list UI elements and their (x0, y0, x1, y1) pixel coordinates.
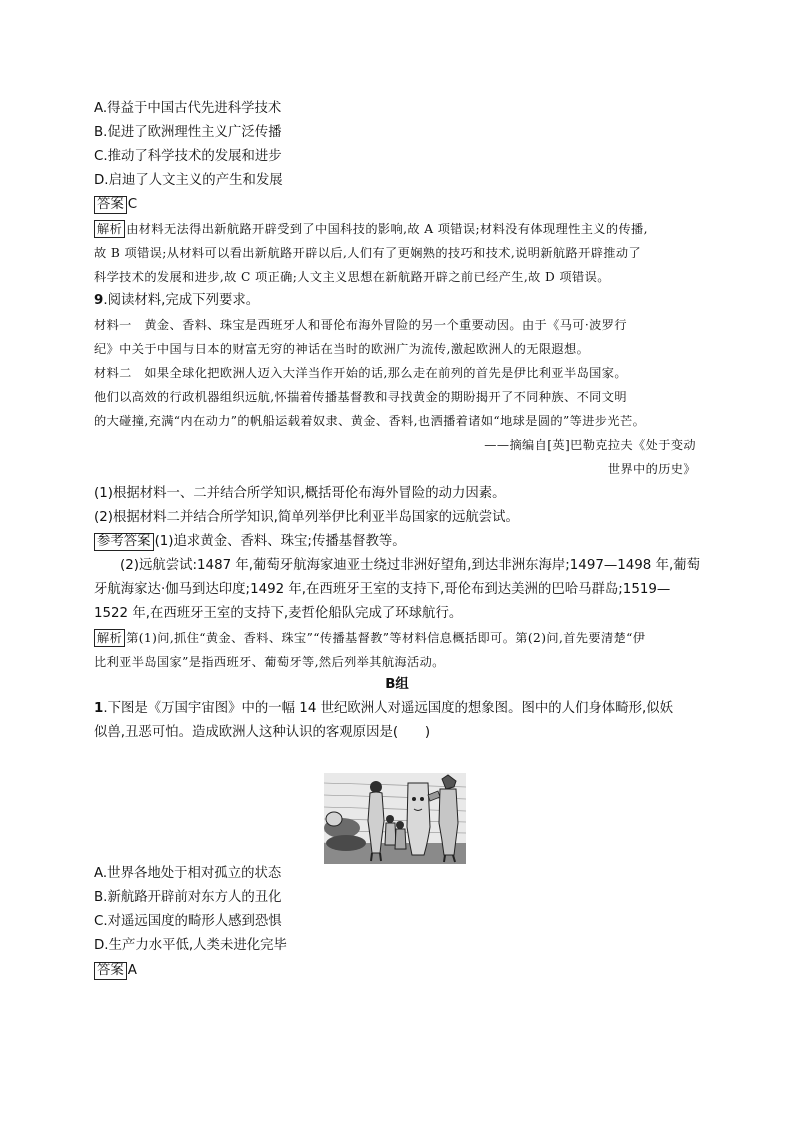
question-text: .阅读材料,完成下列要求。 (103, 293, 260, 308)
requirement-1: (1)根据材料一、二并结合所学知识,概括哥伦布海外冒险的动力因素。 (94, 486, 506, 501)
material-line: 他们以高效的行政机器组织远航,怀揣着传播基督教和寻找黄金的期盼揭开了不同种族、不同文明 (94, 390, 627, 404)
option-a: A.得益于中国古代先进科学技术 (94, 101, 282, 116)
requirement-2: (2)根据材料二并结合所学知识,简单列举伊比利亚半岛国家的远航尝试。 (94, 510, 519, 525)
analysis-line: 科学技术的发展和进步,故 C 项正确;人文主义思想在新航路开辟之前已经产生,故 D 项错误。 (94, 270, 610, 284)
answer-tag: 答案 (94, 196, 127, 214)
option-c: C.推动了科学技术的发展和进步 (94, 149, 282, 164)
answer-value: C (127, 197, 138, 212)
analysis-line: 故 B 项错误;从材料可以看出新航路开辟以后,人们有了更娴熟的技巧和技术,说明新航路开辟推动了 (94, 246, 642, 260)
answer-row (94, 960, 137, 982)
option-b: B.新航路开辟前对东方人的丑化 (94, 890, 282, 905)
question-number: 9 (94, 293, 104, 308)
woodcut-illustration (324, 773, 466, 864)
option-c: C.对遥远国度的畸形人感到恐惧 (94, 914, 282, 929)
analysis-line (94, 218, 648, 240)
reference-answer-2: (2)远航尝试:1487 年,葡萄牙航海家迪亚士绕过非洲好望角,到达非洲东海岸;1497—1498 年,葡萄 (120, 558, 701, 573)
reference-answer-tag: 参考答案 (94, 533, 154, 551)
option-d: D.启迪了人文主义的产生和发展 (94, 173, 283, 188)
source-citation: 世界中的历史》 (607, 462, 696, 476)
analysis-tag: 解析 (94, 629, 125, 647)
analysis-tag: 解析 (94, 220, 125, 238)
section-heading: B组 (385, 677, 409, 692)
reference-answer-1: (1)追求黄金、香料、珠宝;传播基督教等。 (154, 534, 406, 549)
reference-answer-2: 1522 年,在西班牙王室的支持下,麦哲伦船队完成了环球航行。 (94, 606, 463, 621)
question-1-stem: 似兽,丑恶可怕。造成欧洲人这种认识的客观原因是( ) (94, 725, 431, 740)
answer-tag: 答案 (94, 962, 127, 980)
analysis-text: 由材料无法得出新航路开辟受到了中国科技的影响,故 A 项错误;材料没有体现理性主义的传播, (126, 222, 648, 236)
question-1-stem (94, 698, 673, 720)
option-d: D.生产力水平低,人类未进化完毕 (94, 938, 287, 953)
source-citation: ——摘编自[英]巴勒克拉夫《处于变动 (484, 438, 696, 452)
analysis-text: 第(1)问,抓住“黄金、香料、珠宝”“传播基督教”等材料信息概括即可。第(2)问,首先要清楚“伊 (126, 631, 646, 645)
answer-value: A (127, 963, 137, 978)
reference-answer-row (94, 531, 406, 553)
material-line: 材料一 黄金、香料、珠宝是西班牙人和哥伦布海外冒险的另一个重要动因。由于《马可·波罗行 (94, 318, 627, 332)
material-line: 材料二 如果全球化把欧洲人迈入大洋当作开始的话,那么走在前列的首先是伊比利亚半岛国家。 (94, 366, 627, 380)
option-a: A.世界各地处于相对孤立的状态 (94, 866, 282, 881)
analysis-line (94, 627, 645, 649)
question-9-stem (94, 290, 259, 312)
reference-answer-2: 牙航海家达·伽马到达印度;1492 年,在西班牙王室的支持下,哥伦布到达美洲的巴哈马群岛;1519— (94, 582, 671, 597)
question-text: .下图是《万国宇宙图》中的一幅 14 世纪欧洲人对遥远国度的想象图。图中的人们身体畸形,似妖 (103, 701, 674, 716)
material-line: 的大碰撞,充满“内在动力”的帆船运载着奴隶、黄金、香料,也洒播着诸如“地球是圆的”等进步光芒。 (94, 414, 646, 428)
question-number: 1 (94, 701, 104, 716)
material-line: 纪》中关于中国与日本的财富无穷的神话在当时的欧洲广为流传,激起欧洲人的无限遐想。 (94, 342, 590, 356)
option-b: B.促进了欧洲理性主义广泛传播 (94, 125, 282, 140)
answer-row (94, 194, 137, 216)
analysis-line: 比利亚半岛国家”是指西班牙、葡萄牙等,然后列举其航海活动。 (94, 655, 445, 669)
